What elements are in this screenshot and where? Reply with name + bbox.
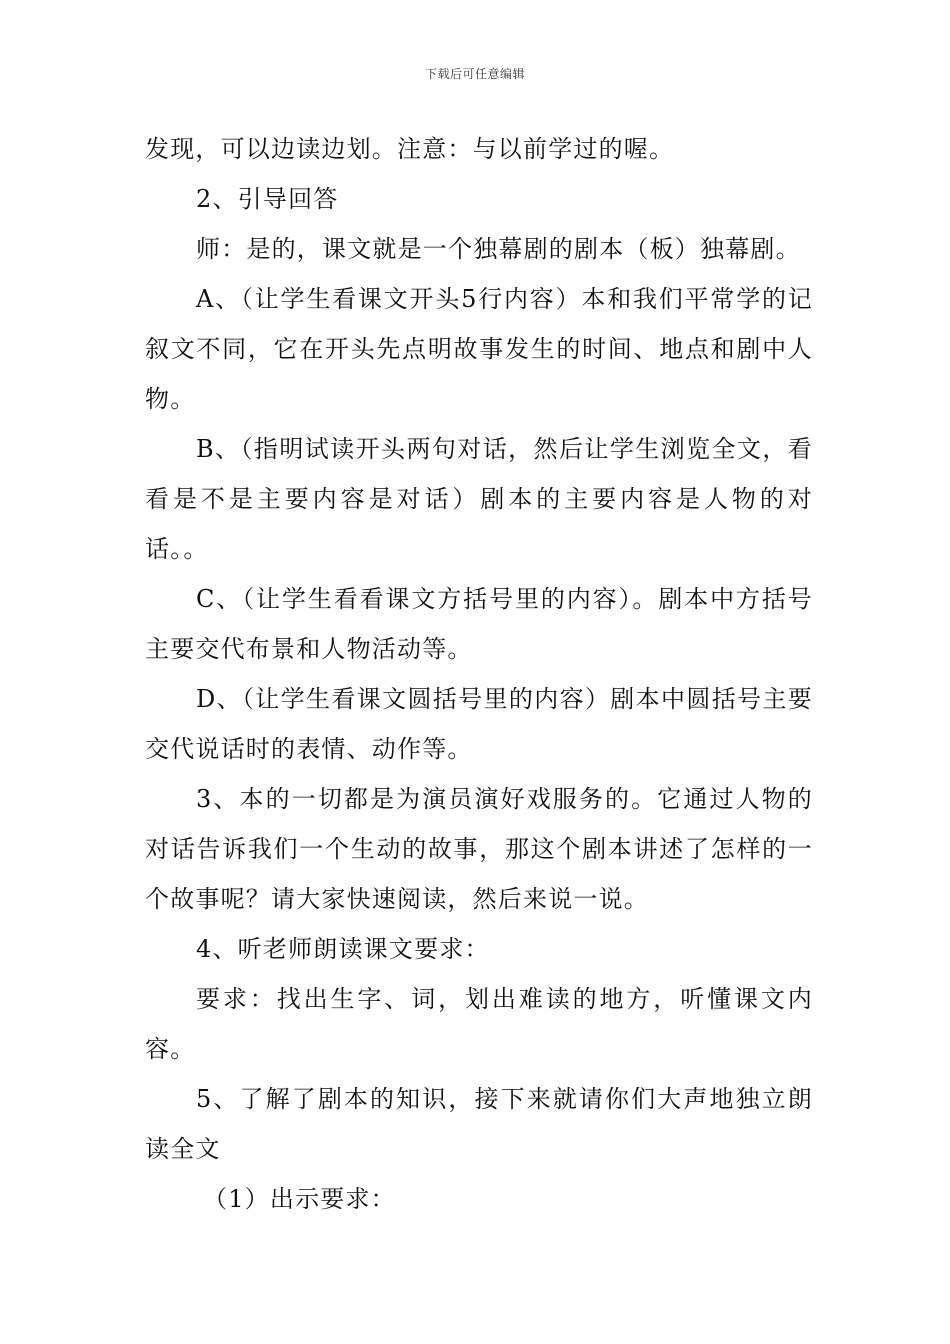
paragraph-continuation: 发现，可以边读边划。注意：与以前学过的喔。 bbox=[145, 135, 675, 163]
paragraph-teacher: 师：是的，课文就是一个独幕剧的剧本（板）独幕剧。 bbox=[196, 235, 801, 263]
paragraph-step-3: 3、本的一切都是为演员演好戏服务的。它通过人物的对话告诉我们一个生动的故事，那这个剧本讲述了怎样的一个故事呢？请大家快速阅读，然后来说一说。 bbox=[145, 785, 813, 913]
page-header-note: 下载后可任意编辑 bbox=[424, 67, 525, 81]
paragraph-item-b: B、（指明试读开头两句对话，然后让学生浏览全文，看看是不是主要内容是对话）剧本的主要内容是人物的对话。。 bbox=[145, 435, 813, 563]
paragraph-item-a: A、（让学生看课文开头5行内容）本和我们平常学的记叙文不同，它在开头先点明故事发生的时间、地点和剧中人物。 bbox=[145, 285, 813, 413]
paragraph-item-c: C、（让学生看看课文方括号里的内容）。剧本中方括号主要交代布景和人物活动等。 bbox=[145, 585, 813, 663]
paragraph-item-d: D、（让学生看课文圆括号里的内容）剧本中圆括号主要交代说话时的表情、动作等。 bbox=[145, 685, 813, 763]
paragraph-step-5: 5、了解了剧本的知识，接下来就请你们大声地独立朗读全文 bbox=[145, 1085, 813, 1163]
document-body bbox=[145, 124, 813, 1224]
paragraph-requirements: 要求：找出生字、词，划出难读的地方，听懂课文内容。 bbox=[145, 985, 813, 1063]
paragraph-step-4: 4、听老师朗读课文要求： bbox=[196, 935, 490, 963]
paragraph-step-2: 2、引导回答 bbox=[196, 185, 339, 213]
paragraph-sub-1: （1）出示要求： bbox=[203, 1185, 396, 1213]
